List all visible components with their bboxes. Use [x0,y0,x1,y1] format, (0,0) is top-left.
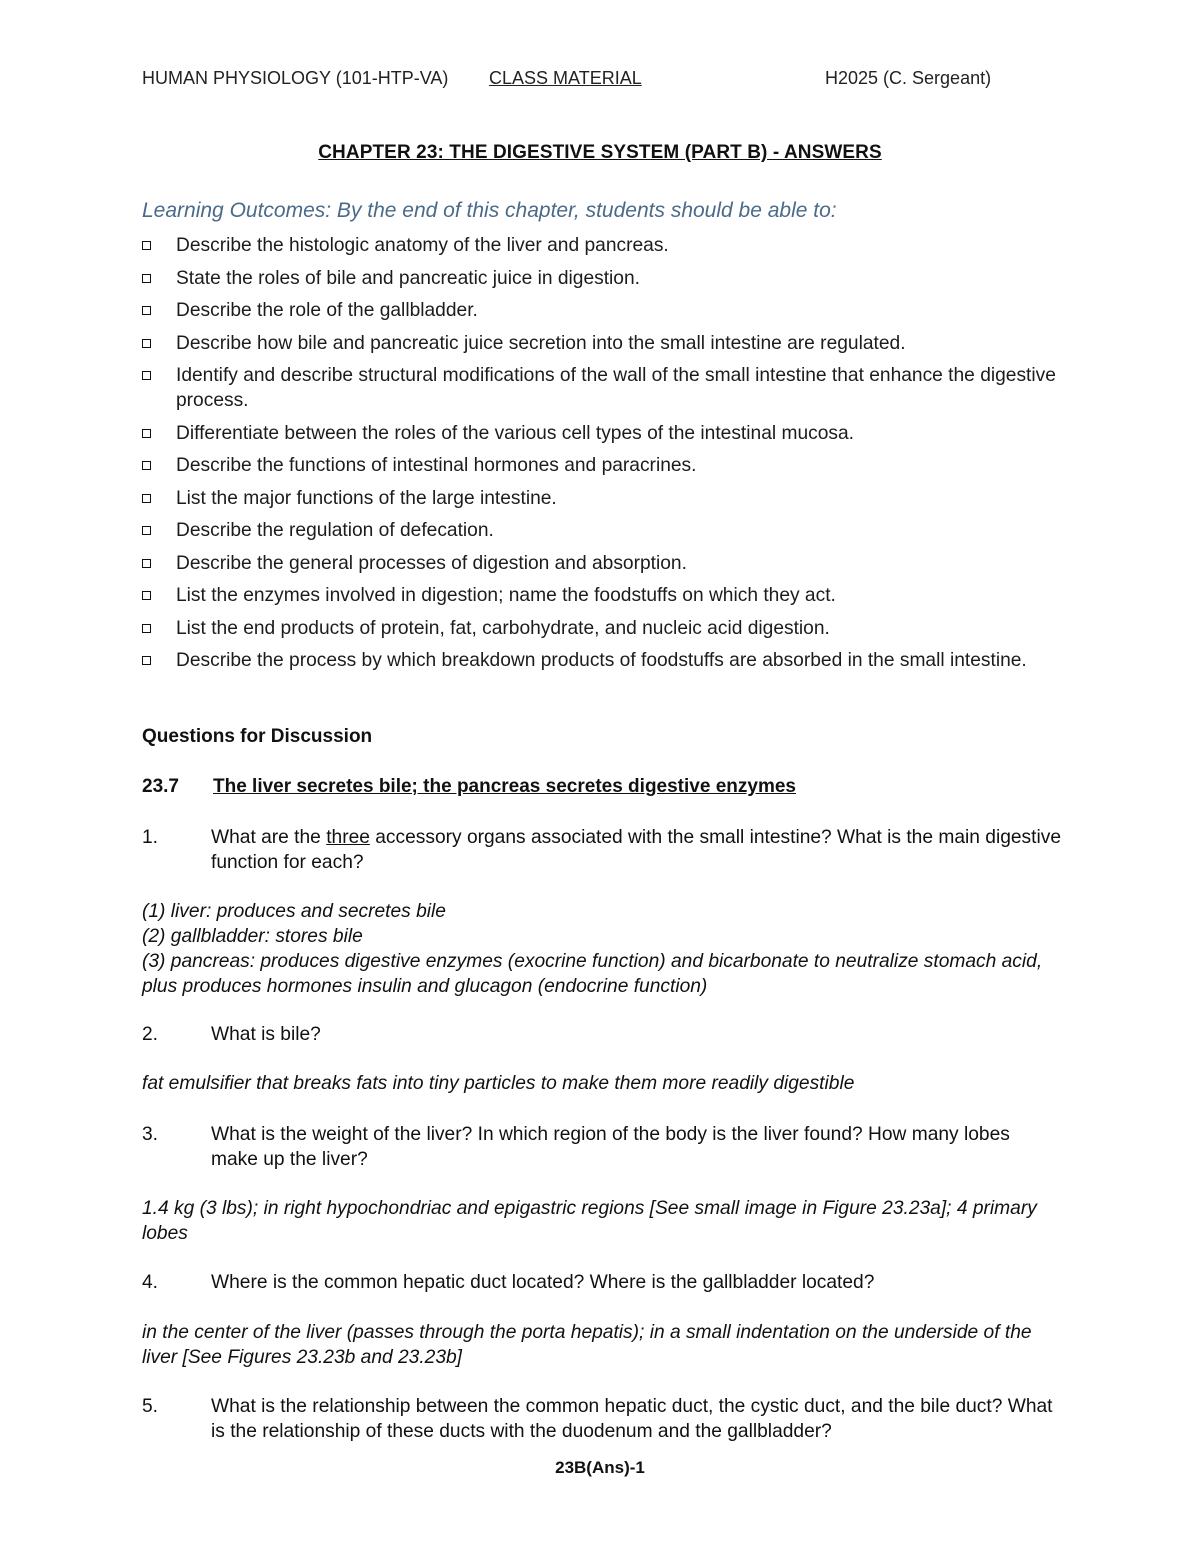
question-text: What is the relationship between the common hepatic duct, the cystic duct, and the bile duct? What is the relationship of these ducts with the duodenum and the gallbladder? [211,1396,1053,1442]
outcome-item [142,453,1062,478]
outcome-text: Describe the histologic anatomy of the liver and pancreas. [176,235,669,256]
outcome-text: State the roles of bile and pancreatic juice in digestion. [176,267,640,289]
question-text-part: What are the [211,827,327,848]
section-title: The liver secretes bile; the pancreas secretes digestive enzymes [213,776,796,797]
question-text-emphasis: three [326,827,370,848]
question-text-part: accessory organs associated with the small intestine? What is the main digestive function for each? [211,827,1061,873]
outcome-text: Describe the regulation of defecation. [176,520,494,541]
question-item [142,1022,1062,1047]
section-heading [142,776,796,798]
outcome-item [142,331,1062,356]
learning-outcomes-list [142,233,1062,681]
question-item [142,1394,1062,1444]
question-text [211,825,1062,875]
answer-line: (3) pancreas: produces digestive enzymes (exocrine function) and bicarbonate to neutralize stomach acid, plus produces hormones insulin and glucagon (endocrine function) [142,951,1043,997]
outcome-item [142,616,1062,641]
outcome-item [142,421,1062,446]
checkbox-square-icon [142,274,151,283]
checkbox-square-icon [142,339,151,348]
outcome-item [142,518,1062,543]
header-material: CLASS MATERIAL [489,68,642,88]
question-number: 3. [142,1124,159,1145]
question-number: 4. [142,1272,159,1293]
learning-outcomes-heading: Learning Outcomes: By the end of this chapter, students should be able to: [142,199,837,222]
answer-block: fat emulsifier that breaks fats into tiny particles to make them more readily digestible [142,1073,855,1094]
header-course: HUMAN PHYSIOLOGY (101-HTP-VA) [142,68,449,88]
checkbox-square-icon [142,461,151,470]
question-item [142,1122,1062,1172]
section-number: 23.7 [142,776,179,797]
checkbox-square-icon [142,624,151,633]
outcome-text: Describe the functions of intestinal hormones and paracrines. [176,455,697,476]
outcome-item [142,266,1062,291]
checkbox-square-icon [142,559,151,568]
question-number: 1. [142,827,159,848]
outcome-text: List the major functions of the large intestine. [176,487,557,509]
outcome-item [142,298,1062,323]
outcome-item [142,648,1062,673]
question-text: What is the weight of the liver? In which region of the body is the liver found? How many lobes make up the liver? [211,1124,1010,1170]
discussion-heading: Questions for Discussion [142,726,373,747]
outcome-item [142,486,1062,511]
checkbox-square-icon [142,371,151,380]
outcome-text: List the enzymes involved in digestion; name the foodstuffs on which they act. [176,585,836,606]
checkbox-square-icon [142,656,151,665]
checkbox-square-icon [142,306,151,315]
outcome-item [142,363,1062,413]
outcome-text: Differentiate between the roles of the various cell types of the intestinal mucosa. [176,422,854,444]
outcome-text: Describe the general processes of digestion and absorption. [176,552,687,574]
checkbox-square-icon [142,494,151,503]
chapter-title: CHAPTER 23: THE DIGESTIVE SYSTEM (PART B) - ANSWERS [318,142,882,163]
outcome-text: Describe the role of the gallbladder. [176,300,478,321]
page-number-footer: 23B(Ans)-1 [555,1458,645,1477]
question-text: Where is the common hepatic duct located? Where is the gallbladder located? [211,1272,875,1293]
answer-line: (1) liver: produces and secretes bile [142,901,446,922]
outcome-text: Describe how bile and pancreatic juice secretion into the small intestine are regulated. [176,332,906,354]
answer-block: 1.4 kg (3 lbs); in right hypochondriac and epigastric regions [See small image in Figure 23.23a]; 4 primary lobes [142,1198,1037,1244]
answer-block [142,899,1062,999]
outcome-text: Describe the process by which breakdown products of foodstuffs are absorbed in the small intestine. [176,650,1027,671]
outcome-item [142,583,1062,608]
question-number: 5. [142,1396,159,1417]
question-item [142,825,1062,875]
question-number: 2. [142,1024,159,1045]
outcome-item [142,233,1062,258]
question-item [142,1270,1062,1295]
outcome-item [142,551,1062,576]
outcome-text: List the end products of protein, fat, carbohydrate, and nucleic acid digestion. [176,617,830,639]
checkbox-square-icon [142,429,151,438]
outcome-text: Identify and describe structural modifications of the wall of the small intestine that enhance the digestive process. [176,365,1056,411]
header-term: H2025 (C. Sergeant) [825,68,992,88]
question-text: What is bile? [211,1024,321,1045]
answer-line: (2) gallbladder: stores bile [142,926,363,947]
answer-block: in the center of the liver (passes through the porta hepatis); in a small indentation on the underside of the liver [See Figures 23.23b and 23.23b] [142,1322,1032,1368]
checkbox-square-icon [142,241,151,250]
checkbox-square-icon [142,591,151,600]
checkbox-square-icon [142,526,151,535]
